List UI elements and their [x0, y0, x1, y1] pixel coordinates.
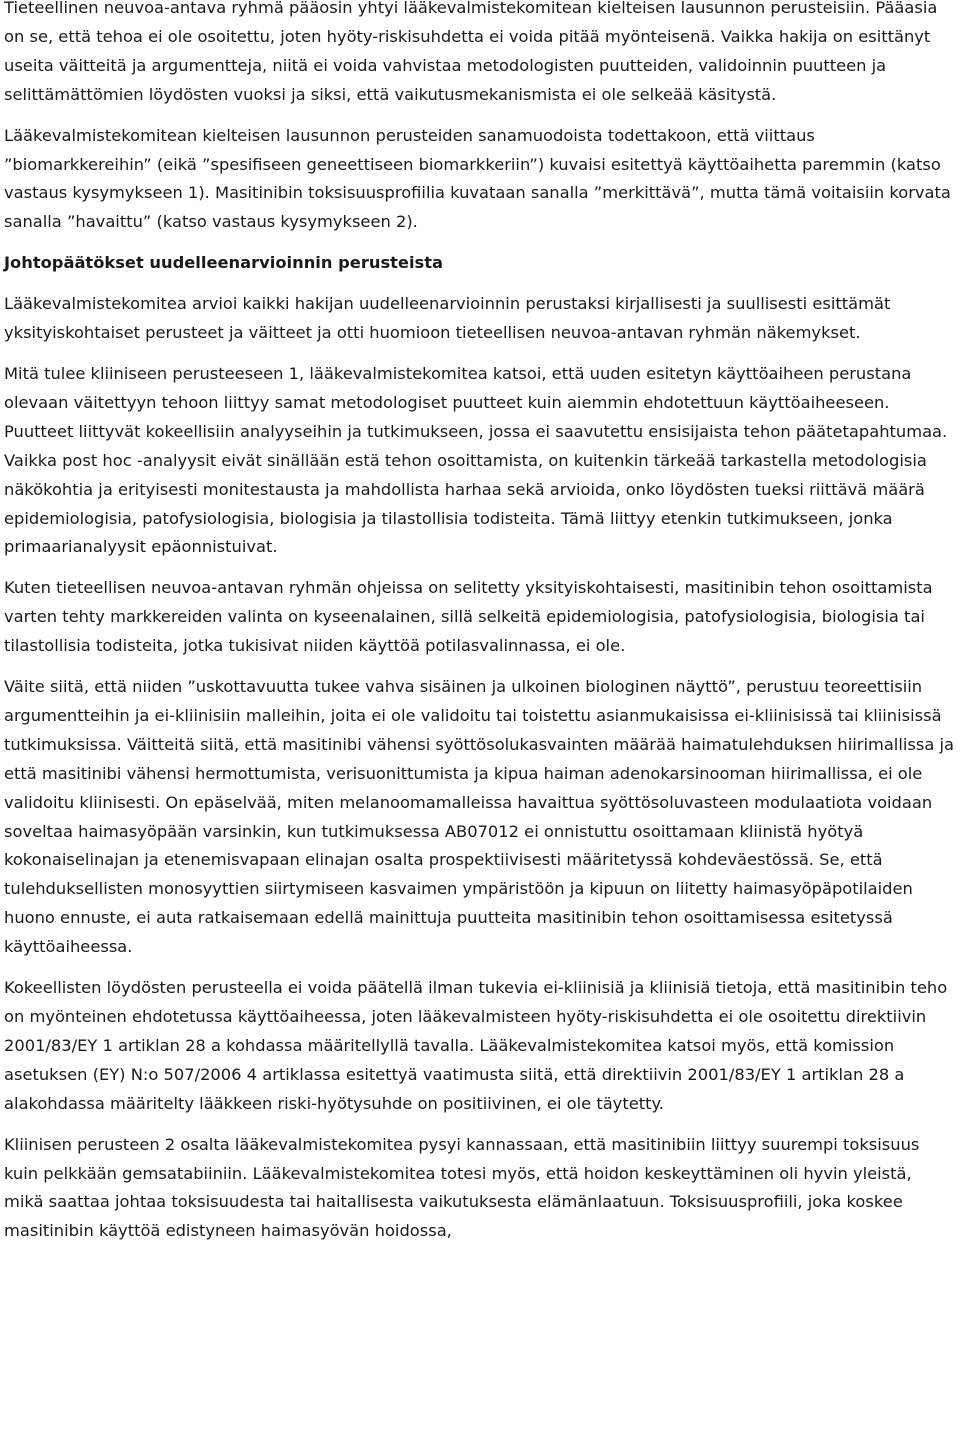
paragraph-clinical-ground-2: Kliinisen perusteen 2 osalta lääkevalmistekomitea pysyi kannassaan, että masitinibiin liittyy suurempi toksisuus kuin pelkkään gemsatabiiniin. Lääkevalmistekomitea totesi myös, että hoidon keskeyttäminen oli hyvin yleistä, mikä saattaa johtaa toksisuudesta tai haitallisesta vaikutuksesta elämänlaatuun. Toksisuusprofiili, joka koskee masitinibin käyttöä edistyneen haimasyövän hoidossa,: [4, 1134, 920, 1241]
section-heading-conclusions: Johtopäätökset uudelleenarvioinnin perusteista: [4, 253, 443, 273]
paragraph-advisory-group: Tieteellinen neuvoa-antava ryhmä pääosin yhtyi lääkevalmistekomitean kielteisen lausunnon perusteisiin. Pääasia on se, että tehoa ei ole osoitettu, joten hyöty-riskisuhdetta ei voida pitää myönteisenä. Vaikka hakija on esittänyt useita väitteitä ja argumentteja, niitä ei voida vahvistaa metodologisten puutteiden, validoinnin puutteen ja selittämättömien löydösten vuoksi ja siksi, että vaikutusmekanismista ei ole selkeää käsitystä.: [4, 0, 938, 104]
paragraph-biological-evidence: Väite siitä, että niiden ”uskottavuutta tukee vahva sisäinen ja ulkoinen biologinen näyttö”, perustuu teoreettisiin argumentteihin ja ei-kliinisiin malleihin, joita ei ole validoitu tai toistettu asianmukaisissa ei-kliinisissä tai kliinisissä tutkimuksissa. Väitteitä siitä, että masitinibi vähensi syöttösolukasvainten määrää haimatulehduksen hiirimallissa ja että masitinibi vähensi hermottumista, verisuonittumista ja kipua haiman adenokarsinooman hiirimallissa, ei ole validoitu kliinisesti. On epäselvää, miten melanoomamalleissa havaittua syöttösoluvasteen modulaatiota voidaan soveltaa haimasyöpään varsinkin, kun tutkimuksessa AB07012 ei onnistuttu osoittamaan kliinistä hyötyä kokonaiselinajan ja etenemisvapaan elinajan osalta prospektiivisesti määritetyssä kohdeväestössä. Se, että tulehduksellisten monosyyttien siirtymiseen kasvaimen ympäristöön ja kipuun on liitetty haimasyöpäpotilaiden huono ennuste, ei auta ratkaisemaan edellä mainittuja puutteita masitinibin tehon osoittamisessa esitetyssä käyttöaiheessa.: [4, 677, 954, 957]
paragraph-wording-note: Lääkevalmistekomitean kielteisen lausunnon perusteiden sanamuodoista todettakoon, että viittaus ”biomarkkereihin” (eikä ”spesifiseen geneettiseen biomarkkeriin”) kuvaisi esitettyä käyttöaihetta paremmin (katso vastaus kysymykseen 1). Masitinibin toksisuusprofiilia kuvataan sanalla ”merkittävä”, mutta tämä voitaisiin korvata sanalla ”havaittu” (katso vastaus kysymykseen 2).: [4, 125, 951, 232]
document-page: [4, 0, 956, 1258]
paragraph-committee-assessment: Lääkevalmistekomitea arvioi kaikki hakijan uudelleenarvioinnin perustaksi kirjallisesti ja suullisesti esittämät yksityiskohtaiset perusteet ja väitteet ja otti huomioon tieteellisen neuvoa-antavan ryhmän näkemykset.: [4, 294, 891, 343]
paragraph-benefit-risk: Kokeellisten löydösten perusteella ei voida päätellä ilman tukevia ei-kliinisiä ja kliinisiä tietoja, että masitinibin teho on myönteinen ehdotetussa käyttöaiheessa, joten lääkevalmisteen hyöty-riskisuhdetta ei ole osoitettu direktiivin 2001/83/EY 1 artiklan 28 a kohdassa määritellyllä tavalla. Lääkevalmistekomitea katsoi myös, että komission asetuksen (EY) N:o 507/2006 4 artiklassa esitettyä vaatimusta siitä, että direktiivin 2001/83/EY 1 artiklan 28 a alakohdassa määritelty lääkkeen riski-hyötysuhde on positiivinen, ei ole täytetty.: [4, 978, 948, 1113]
paragraph-marker-selection: Kuten tieteellisen neuvoa-antavan ryhmän ohjeissa on selitetty yksityiskohtaisesti, masitinibin tehon osoittamista varten tehty markkereiden valinta on kyseenalainen, sillä selkeitä epidemiologisia, patofysiologisia, biologisia tai tilastollisia todisteita, jotka tukisivat niiden käyttöä potilasvalinnassa, ei ole.: [4, 578, 933, 656]
paragraph-clinical-ground-1: Mitä tulee kliiniseen perusteeseen 1, lääkevalmistekomitea katsoi, että uuden esitetyn käyttöaiheen perustana olevaan väitettyyn tehoon liittyy samat metodologiset puutteet kuin aiemmin ehdotettuun käyttöaiheeseen. Puutteet liittyvät kokeellisiin analyyseihin ja tutkimukseen, jossa ei saavutettu ensisijaista tehon päätetapahtumaa. Vaikka post hoc -analyysit eivät sinällään estä tehon osoittamista, on kuitenkin tärkeää tarkastella metodologisia näkökohtia ja erityisesti monitestausta ja mahdollista harhaa sekä arvioida, onko löydösten tueksi riittävä määrä epidemiologisia, patofysiologisia, biologisia ja tilastollisia todisteita. Tämä liittyy etenkin tutkimukseen, jonka primaarianalyysit epäonnistuivat.: [4, 363, 948, 557]
